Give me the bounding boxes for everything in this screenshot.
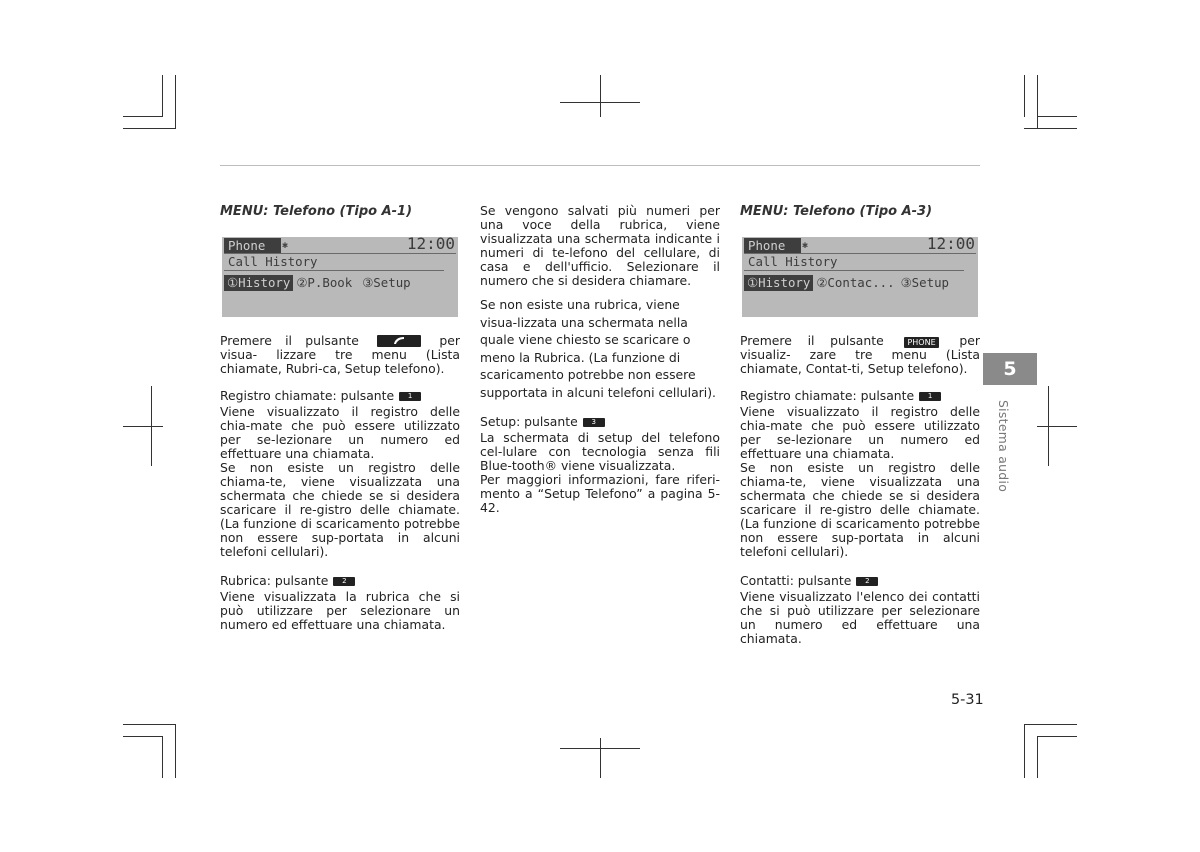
crop-mark	[1024, 75, 1025, 117]
crop-mark	[1037, 116, 1077, 117]
screen-tag: Phone	[744, 238, 801, 253]
menu-item-contacts: ②Contac...	[816, 275, 895, 290]
subheading-contatti	[740, 574, 980, 588]
screen-menu	[744, 275, 952, 291]
contatti-text: Viene visualizzato l'elenco dei contatti che si può utilizzare per selezionare un numero ed effettuare una chiamata.	[740, 589, 980, 646]
left-column	[220, 204, 460, 632]
right-column	[740, 204, 980, 646]
button-2-icon: 2	[333, 577, 355, 586]
menu-item-pbook: ②P.Book	[296, 275, 353, 290]
history-text-2: Se non esiste un registro delle chiama-te, viene visualizzata una schermata che chiede se si desidera scaricare il re-gistro delle chiamate. (La funzione di scaricamento potrebbe non essere sup-portata in alcuni telefoni cellulari).	[220, 460, 460, 559]
subheading-text: Contatti: pulsante	[740, 573, 852, 588]
chapter-label: Sistema audio	[996, 400, 1011, 493]
section-heading: MENU: Telefono (Tipo A-1)	[220, 204, 413, 219]
subheading-setup	[480, 415, 720, 429]
screen-menu	[224, 275, 414, 291]
button-1-icon: 1	[919, 392, 941, 401]
subheading-text: Setup: pulsante	[480, 414, 578, 429]
phone-screen	[222, 234, 458, 317]
subheading-rubrica	[220, 574, 460, 588]
crop-mark	[123, 736, 163, 737]
crop-mark	[123, 116, 163, 117]
history-text: Viene visualizzato il registro delle chia-mate che può essere utilizzato per se-lezionare un numero ed effettuare una chiamata.	[220, 404, 460, 461]
section-heading: MENU: Telefono (Tipo A-3)	[740, 204, 933, 219]
crop-mark	[1037, 426, 1077, 427]
subheading-text: Rubrica: pulsante	[220, 573, 329, 588]
multi-number-text: Se vengono salvati più numeri per una voce della rubrica, viene visualizzata una schermata indicante i numeri di te-lefono del cellulare, di casa e dell'ufficio. Selezionare il numero che si desidera chiamare.	[480, 203, 720, 288]
crop-mark	[175, 75, 176, 129]
crop-mark	[123, 128, 175, 129]
phone-button-icon: PHONE	[904, 337, 938, 348]
screen-divider	[224, 270, 444, 271]
intro-text	[740, 334, 980, 376]
middle-column	[480, 204, 720, 515]
crop-mark	[175, 724, 176, 778]
bluetooth-icon: ✱	[802, 240, 809, 251]
crop-mark	[1037, 736, 1077, 737]
screen-title: Call History	[228, 254, 318, 269]
crop-mark	[1024, 724, 1025, 778]
crop-mark	[1037, 75, 1038, 129]
menu-item-history: ①History	[224, 275, 293, 291]
intro-after: per visualiz-	[740, 333, 980, 362]
crop-mark	[162, 736, 163, 778]
screen-title: Call History	[748, 254, 838, 269]
setup-text: La schermata di setup del telefono cel-lulare con tecnologia senza fili Blue-tooth® viene visualizzata.	[480, 430, 720, 473]
phone-handset-icon	[377, 335, 421, 347]
crop-mark	[1024, 724, 1077, 725]
history-text: Viene visualizzato il registro delle chia-mate che può essere utilizzato per se-lezionare un numero ed effettuare una chiamata.	[740, 404, 980, 461]
button-2-icon: 2	[856, 577, 878, 586]
subheading-history	[740, 389, 980, 403]
rubrica-text: Viene visualizzata la rubrica che si può utilizzare per selezionare un numero ed effettuare una chiamata.	[220, 589, 460, 632]
menu-item-setup: ③Setup	[900, 275, 949, 290]
subheading-history	[220, 389, 460, 403]
subheading-text: Registro chiamate: pulsante	[220, 388, 395, 403]
crop-mark	[600, 75, 601, 117]
crop-mark	[123, 426, 163, 427]
header-rule	[220, 165, 980, 166]
crop-mark	[600, 738, 601, 778]
subheading-text: Registro chiamate: pulsante	[740, 388, 915, 403]
intro-before: Premere il pulsante	[740, 333, 884, 348]
setup-text-2: Per maggiori informazioni, fare riferi-mento a “Setup Telefono” a pagina 5-42.	[480, 472, 720, 515]
intro-rest: lizzare tre menu (Lista chiamate, Rubri-ca, Setup telefono).	[220, 347, 460, 376]
history-text-2: Se non esiste un registro delle chiama-te, viene visualizzata una schermata che chiede se si desidera scaricare il re-gistro delle chiamate. (La funzione di scaricamento potrebbe non essere sup-portata in alcuni telefoni cellulari).	[740, 460, 980, 559]
crop-mark	[1037, 736, 1038, 778]
bluetooth-icon: ✱	[282, 240, 289, 251]
no-phonebook-text: Se non esiste una rubrica, viene visua-lizzata una schermata nella quale viene chiesto se scaricare o meno la Rubrica. (La funzione di scaricamento potrebbe non essere supportata in alcuni telefoni cellulari).	[480, 297, 716, 400]
intro-text	[220, 334, 460, 376]
chapter-number: 5	[983, 353, 1037, 385]
screen-tag: Phone	[224, 238, 281, 253]
crop-mark	[1024, 128, 1077, 129]
crop-mark	[123, 724, 175, 725]
crop-mark	[162, 75, 163, 117]
button-3-icon: 3	[583, 418, 605, 427]
menu-item-history: ①History	[744, 275, 813, 291]
intro-before: Premere il pulsante	[220, 333, 359, 348]
page-number: 5-31	[951, 692, 984, 708]
screen-clock: 12:00	[406, 234, 455, 253]
intro-after: per visua-	[220, 333, 460, 362]
menu-item-setup: ③Setup	[362, 275, 411, 290]
screen-clock: 12:00	[926, 234, 975, 253]
crop-mark	[560, 102, 640, 103]
phone-screen	[742, 234, 978, 317]
crop-mark	[560, 748, 640, 749]
screen-divider	[744, 270, 964, 271]
intro-rest: zare tre menu (Lista chiamate, Contat-ti, Setup telefono).	[740, 347, 980, 376]
button-1-icon: 1	[399, 392, 421, 401]
